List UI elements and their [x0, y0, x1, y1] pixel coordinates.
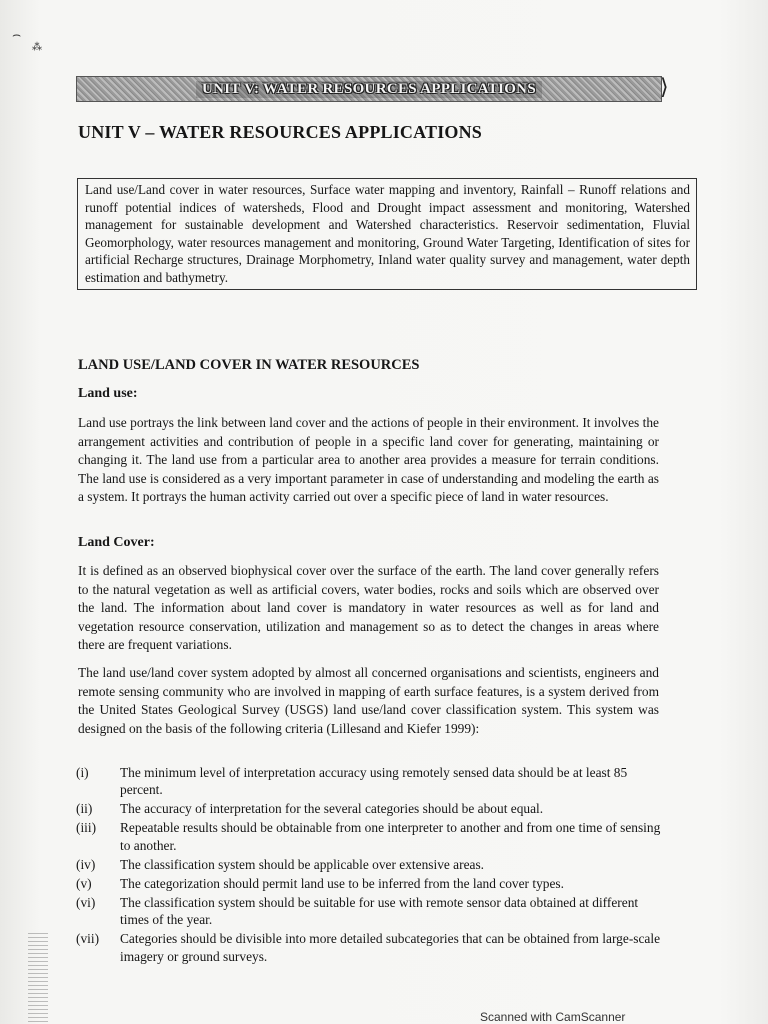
- list-item-text: Categories should be divisible into more detailed subcategories that can be obtained from large-scale imagery or ground surveys.: [120, 931, 661, 964]
- list-item: [74, 856, 664, 873]
- syllabus-box: Land use/Land cover in water resources, Surface water mapping and inventory, Rainfall – Runoff relations and runoff potential indices of watersheds, Flood and Drought impact assessment and monitoring, Watershed management for sustainable development and Watershed characteristics. Reservoir sedimentation, Fluvial Geomorphology, water resources management and monitoring, Ground Water Targeting, Identification of sites for artificial Recharge structures, Drainage Morphometry, Inland water quality survey and management, water depth estimation and bathymetry.: [77, 178, 697, 290]
- list-item: [74, 894, 664, 929]
- criteria-list: [74, 764, 664, 967]
- scanner-watermark: Scanned with CamScanner: [480, 1010, 626, 1024]
- scan-artifact-mark: ⌢: [12, 28, 22, 43]
- scan-artifact-mark: ⁂: [32, 42, 42, 53]
- list-item-number: (ii): [76, 801, 93, 817]
- land-cover-heading: Land Cover:: [78, 535, 155, 550]
- list-item-number: (vii): [76, 931, 100, 947]
- list-item: [74, 819, 664, 854]
- list-item-number: (iii): [76, 820, 97, 836]
- list-item: [74, 930, 664, 965]
- list-item-number: (i): [76, 765, 89, 780]
- unit-banner: [76, 76, 662, 102]
- banner-flourish-mark: ⟩: [660, 74, 669, 99]
- list-item-text: The accuracy of interpretation for the several categories should be about equal.: [120, 801, 544, 817]
- list-item-text: The classification system should be suitable for use with remote sensor data obtained at different times of the year.: [120, 894, 639, 928]
- list-item-text: The minimum level of interpretation accuracy using remotely sensed data should be at least 85 percent.: [120, 765, 628, 798]
- list-item-number: (vi): [76, 894, 96, 910]
- list-item: [74, 764, 664, 799]
- land-cover-paragraph: It is defined as an observed biophysical cover over the surface of the earth. The land cover generally refers to the natural vegetation as well as artificial covers, water bodies, rocks and soils which are observed over the land. The information about land cover is mandatory in water resources as well as for land and vegetation resource conservation, utilization and management so as to detect the changes in areas where there are frequent variations.: [78, 563, 659, 653]
- section-heading: LAND USE/LAND COVER IN WATER RESOURCES: [78, 357, 420, 373]
- unit-banner-text: UNIT V: WATER RESOURCES APPLICATIONS: [196, 81, 542, 98]
- page-title: UNIT V – WATER RESOURCES APPLICATIONS: [78, 122, 483, 142]
- list-item: [74, 800, 664, 817]
- list-item-number: (v): [76, 875, 92, 891]
- list-item-text: The categorization should permit land use to be inferred from the land cover types.: [120, 875, 564, 891]
- scan-edge-noise: [28, 930, 48, 1024]
- list-item-text: Repeatable results should be obtainable from one interpreter to another and from one time of sensing to another.: [120, 820, 661, 853]
- list-item: [74, 875, 664, 892]
- classification-system-paragraph: The land use/land cover system adopted by almost all concerned organisations and scientists, engineers and remote sensing community who are involved in mapping of earth surface features, is a system derived from the United States Geological Survey (USGS) land use/land cover classification system. This system was designed on the basis of the following criteria (Lillesand and Kiefer 1999):: [78, 665, 659, 736]
- land-use-heading: Land use:: [78, 386, 138, 401]
- land-use-paragraph: Land use portrays the link between land cover and the actions of people in their environment. It involves the arrangement activities and contribution of people in a specific land cover for generating, maintaining or changing it. The land use from a particular area to another area provides a measure for terrain conditions. The land use is considered as a very important parameter in case of understanding and modeling the earth as a system. It portrays the human activity carried out over a specific piece of land in water resources.: [78, 415, 659, 505]
- list-item-number: (iv): [76, 856, 96, 872]
- list-item-text: The classification system should be applicable over extensive areas.: [120, 856, 485, 872]
